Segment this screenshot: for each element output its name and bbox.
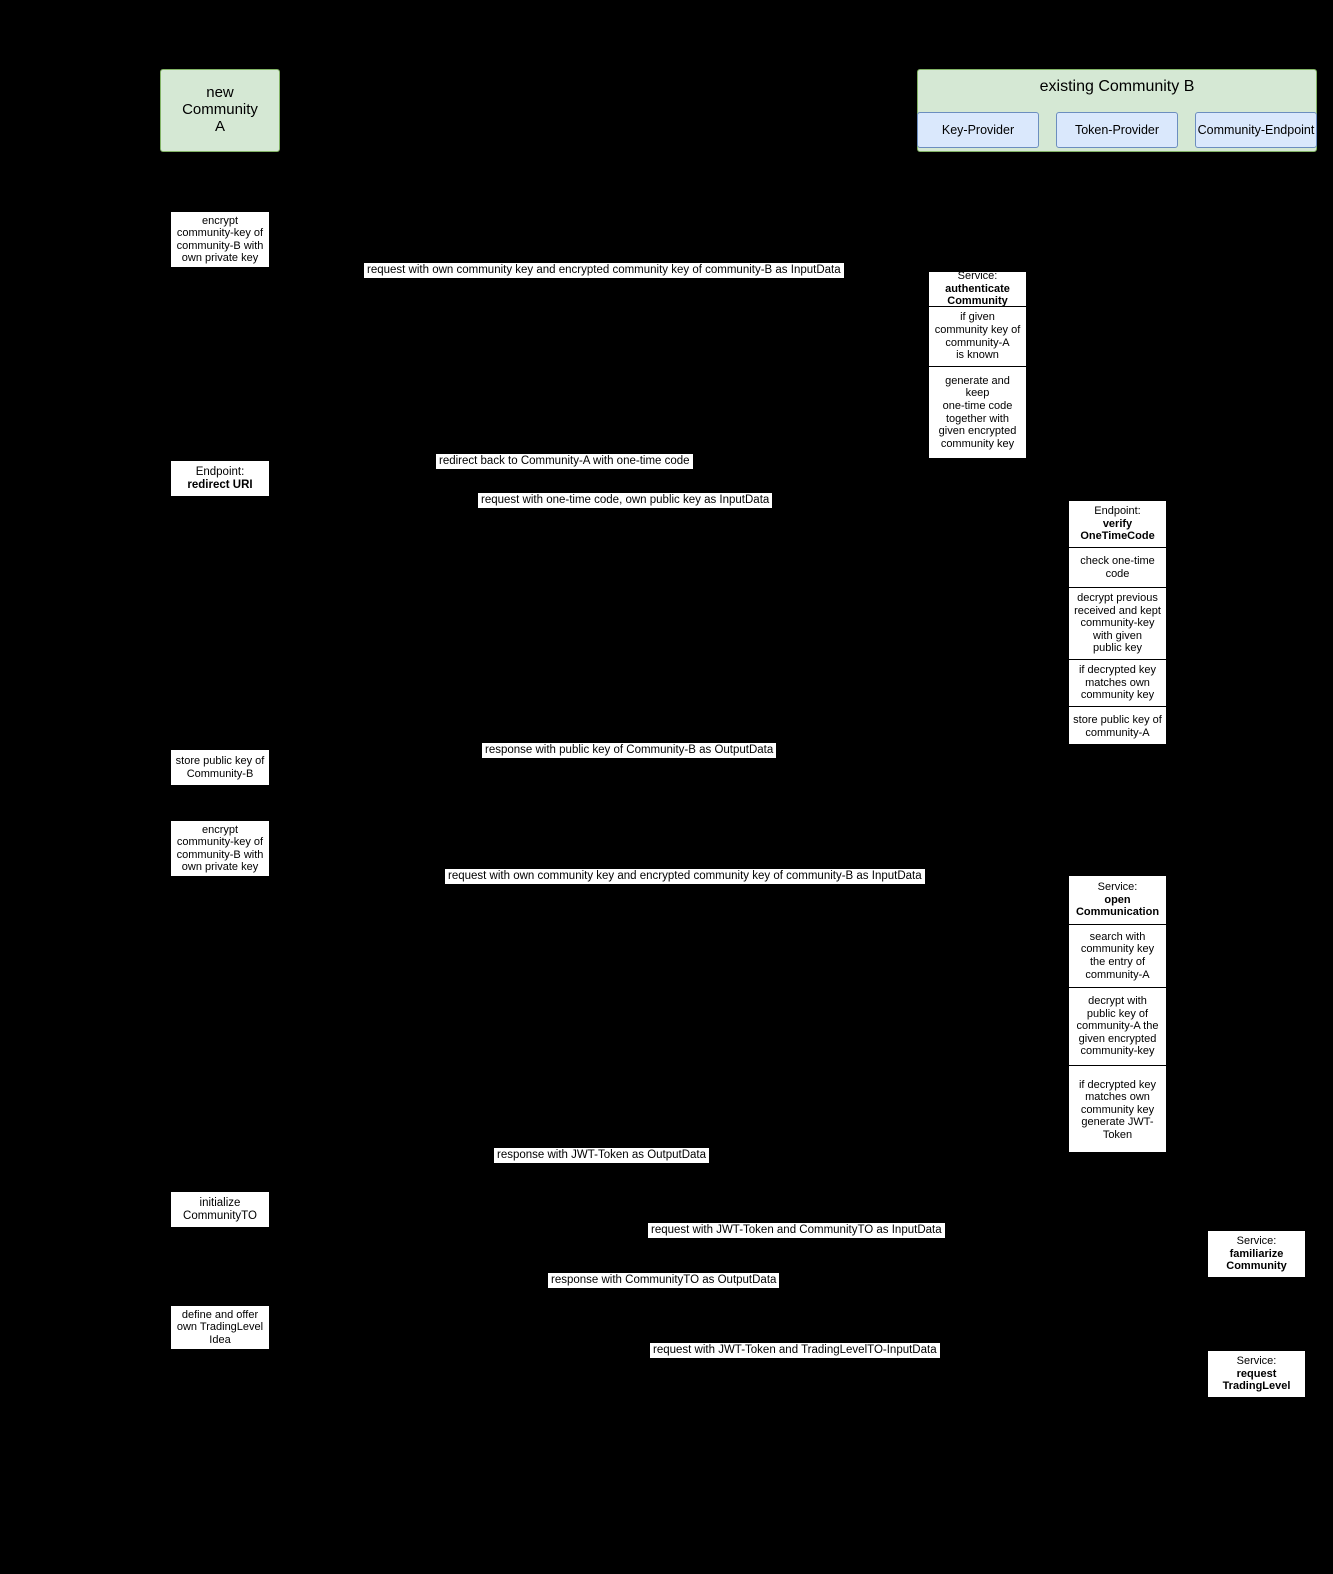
cell-line: community-A: [945, 336, 1010, 349]
cell-line: community key: [1080, 689, 1155, 702]
sublane-token-provider-label: Token-Provider: [1074, 123, 1160, 137]
cell-line: community-key: [1080, 617, 1155, 630]
cell-line: store public key of: [1073, 713, 1162, 726]
stack-cell-header: [1069, 876, 1166, 925]
stack-request-tradinglevel: [1207, 1350, 1306, 1398]
cell-line: check one-time: [1080, 554, 1155, 567]
step-redirect-uri: [170, 460, 270, 497]
cell-line: given encrypted: [1078, 1032, 1157, 1045]
message-public-key-response: response with public key of Community-B as OutputData: [482, 743, 776, 758]
cell-line: Token: [1102, 1128, 1133, 1141]
message-auth-request: request with own community key and encrypted community key of community-B as InputData: [364, 263, 844, 278]
cell-line: Endpoint:: [1094, 505, 1141, 518]
cell-line: community key of: [934, 323, 1021, 336]
cell-line: if decrypted key: [1078, 664, 1157, 677]
cell-line: community-key: [1080, 1045, 1155, 1058]
message-communityto-response: response with CommunityTO as OutputData: [548, 1273, 779, 1288]
cell-line: with given: [1093, 629, 1142, 642]
message-familiarize-request: request with JWT-Token and CommunityTO as InputData: [648, 1223, 945, 1238]
step-line: define and offer: [181, 1309, 259, 1322]
lane-b-label: existing Community B: [1039, 78, 1195, 95]
step-line: Idea: [209, 1333, 231, 1346]
sublane-community-endpoint: [1195, 112, 1317, 148]
cell-line: received and kept: [1074, 604, 1161, 617]
message-tradinglevel-request: request with JWT-Token and TradingLevelTO-InputData: [650, 1343, 940, 1358]
cell-line: keep: [965, 387, 990, 400]
sublane-key-provider: [917, 112, 1039, 148]
step-line: community-B with: [176, 848, 264, 861]
stack-cell: [1069, 660, 1166, 707]
step-line: Community-B: [186, 767, 254, 780]
lane-header-community-a: [160, 69, 280, 152]
stack-cell-header: [1069, 501, 1166, 548]
cell-line: familiarize: [1229, 1247, 1284, 1260]
step-initialize-communityto: [170, 1191, 270, 1228]
stack-cell-header: [1208, 1231, 1305, 1277]
cell-line: if decrypted key: [1078, 1078, 1157, 1091]
lane-a-label-line1: new: [206, 84, 234, 102]
cell-line: open: [1104, 893, 1131, 906]
cell-line: Communication: [1075, 906, 1160, 919]
message-onetime-request: request with one-time code, own public key as InputData: [478, 493, 772, 508]
cell-line: Community: [947, 295, 1008, 308]
cell-line: community-A: [1085, 726, 1150, 739]
cell-line: Service:: [957, 270, 998, 283]
cell-line: authenticate: [945, 282, 1010, 295]
cell-line: public key: [1093, 642, 1142, 655]
cell-line: decrypt with: [1088, 995, 1147, 1008]
cell-line: code: [1105, 567, 1130, 580]
stack-cell: [929, 307, 1026, 367]
stack-cell-header: [929, 272, 1026, 307]
cell-line: Service:: [1236, 1355, 1277, 1368]
step-line: store public key of: [175, 755, 265, 768]
cell-line: decrypt previous: [1077, 592, 1158, 605]
message-jwt-response: response with JWT-Token as OutputData: [494, 1148, 709, 1163]
message-redirect-back: redirect back to Community-A with one-time code: [436, 454, 693, 469]
step-line: initialize: [199, 1196, 241, 1209]
step-line: encrypt: [201, 214, 239, 227]
cell-line: community-A the: [1076, 1020, 1159, 1033]
step-line: own TradingLevel: [176, 1321, 264, 1334]
cell-line: Community: [1226, 1260, 1287, 1273]
cell-line: if given: [960, 311, 995, 324]
cell-line: community key: [940, 437, 1015, 450]
cell-line: search with: [1089, 930, 1146, 943]
step-line: encrypt: [201, 823, 239, 836]
step-line: community-key of: [176, 227, 264, 240]
cell-line: request: [1236, 1367, 1277, 1380]
stack-cell: [1069, 707, 1166, 746]
stack-cell-header: [1208, 1351, 1305, 1397]
message-open-comm-request: request with own community key and encrypted community key of community-B as InputData: [445, 869, 925, 884]
cell-line: OneTimeCode: [1080, 530, 1155, 543]
step-line: community-key of: [176, 836, 264, 849]
step-line: Endpoint:: [195, 465, 245, 478]
cell-line: TradingLevel: [1222, 1380, 1291, 1393]
stack-verify-onetimecode: [1068, 500, 1167, 745]
stack-cell: [929, 367, 1026, 458]
step-define-tradinglevel: [170, 1305, 270, 1350]
cell-line: community-A: [1085, 968, 1150, 981]
cell-line: matches own: [1085, 676, 1150, 689]
stack-cell: [1069, 548, 1166, 588]
lane-a-label-line3: A: [214, 117, 225, 135]
cell-line: together with: [946, 412, 1009, 425]
cell-line: one-time code: [942, 399, 1013, 412]
step-encrypt-key-1: [170, 211, 270, 268]
cell-line: Service:: [1097, 881, 1138, 894]
stack-cell: [1069, 1066, 1166, 1154]
step-line: CommunityTO: [183, 1209, 257, 1222]
sublane-token-provider: [1056, 112, 1178, 148]
sublane-community-endpoint-label: Community-Endpoint: [1197, 123, 1315, 137]
cell-line: community key: [1080, 943, 1155, 956]
step-line: own private key: [181, 251, 259, 264]
step-encrypt-key-2: [170, 820, 270, 877]
cell-line: given encrypted: [938, 425, 1017, 438]
cell-line: public key of: [1086, 1007, 1149, 1020]
stack-cell: [1069, 988, 1166, 1066]
stack-open-communication: [1068, 875, 1167, 1153]
cell-line: matches own: [1085, 1091, 1150, 1104]
stack-authenticate-community: [928, 271, 1027, 459]
cell-line: the entry of: [1089, 956, 1146, 968]
step-line: community-B with: [176, 239, 264, 252]
stack-familiarize-community: [1207, 1230, 1306, 1278]
cell-line: community key: [1080, 1103, 1155, 1116]
step-store-public-key: [170, 749, 270, 786]
step-line: own private key: [181, 860, 259, 873]
cell-line: is known: [956, 349, 999, 362]
cell-line: generate JWT-: [1081, 1116, 1154, 1129]
stack-cell: [1069, 925, 1166, 988]
cell-line: Service:: [1236, 1235, 1277, 1248]
stack-cell: [1069, 588, 1166, 660]
cell-line: generate and: [945, 374, 1010, 387]
cell-line: verify: [1102, 517, 1133, 530]
step-line: redirect URI: [187, 478, 253, 491]
lane-a-label-line2: Community: [182, 101, 258, 119]
sublane-key-provider-label: Key-Provider: [941, 123, 1015, 137]
